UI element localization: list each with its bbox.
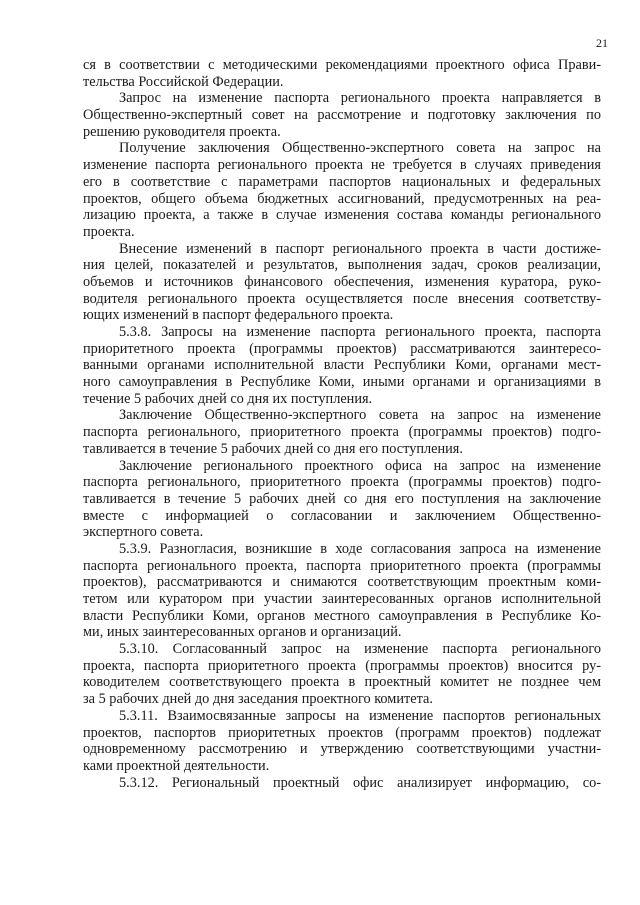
text-line: проектов, паспортов приоритетных проектов (программ проектов) подлежат [83,724,601,741]
text-line: ного самоуправления в Республике Коми, иными органами и организациями в [83,374,601,391]
text-line: Запрос на изменение паспорта регионального проекта направляется в [119,90,601,107]
text-line: приоритетного проекта (программы проектов) рассматриваются заинтересо- [83,340,601,357]
text-line: проектов), рассматриваются и снимаются соответствующим проектным коми- [83,574,601,591]
text-line: за 5 рабочих дней до дня заседания проектного комитета. [83,691,433,708]
text-line: экспертного совета. [83,524,204,541]
text-line: 5.3.10. Согласованный запрос на изменение паспорта регионального [119,641,601,658]
text-line: 5.3.9. Разногласия, возникшие в ходе согласования запроса на изменение [119,540,601,557]
paragraph [83,57,601,90]
text-line: решению руководителя проекта. [83,123,281,140]
text-line: Общественно-экспертный совет на рассмотрение и подготовку заключения по [83,107,601,124]
body-text [83,57,601,791]
text-line: проекта, паспорта приоритетного проекта (программы проектов) вносится ру- [83,657,601,674]
text-line: одновременному рассмотрению и утверждению соответствующими участни- [83,741,601,758]
text-line: вместе с информацией о согласовании и заключением Общественно- [83,507,601,524]
text-line: проекта. [83,223,135,240]
text-line: изменение паспорта регионального проекта не требуется в случаях приведения [83,157,601,174]
text-line: паспорта регионального проекта, паспорта приоритетного проекта (программы [83,557,601,574]
paragraph [83,407,601,457]
text-line: Заключение регионального проектного офиса на запрос на изменение [119,457,601,474]
paragraph [83,458,601,541]
text-line: ющих изменений в паспорт федерального проекта. [83,307,394,324]
text-line: 5.3.12. Региональный проектный офис анализирует информацию, со- [119,774,601,791]
text-line: ся в соответствии с методическими рекомендациями проектного офиса Прави- [83,57,601,73]
text-line: его в соответствие с параметрами паспортов национальных и федеральных [83,173,601,190]
text-line: тавливается в течение 5 рабочих дней со дня его поступления. [83,440,463,457]
text-line: тетом или куратором при участии заинтересованных органов исполнительной [83,591,601,607]
text-line: паспорта регионального, приоритетного проекта (программы проектов) подго- [83,424,601,441]
text-line: 5.3.8. Запросы на изменение паспорта регионального проекта, паспорта [119,324,601,340]
page-number: 21 [596,36,608,50]
paragraph [83,541,601,641]
text-line: ванными органами исполнительной власти Республики Коми, органами мест- [83,357,601,374]
text-line: ния целей, показателей и результатов, выполнения задач, сроков реализации, [83,257,601,274]
text-line: водителя регионального проекта осуществляется после внесения соответству- [83,290,601,307]
text-line: ководителем соответствующего проекта в проектный комитет не позднее чем [83,674,601,691]
paragraph [83,90,601,140]
paragraph [83,641,601,708]
text-line: власти Республики Коми, органов местного самоуправления в Республике Ко- [83,607,601,624]
text-line: Внесение изменений в паспорт регионального проекта в части достиже- [119,240,601,257]
text-line: ками проектной деятельности. [83,757,270,774]
paragraph [83,324,601,407]
text-line: тельства Российской Федерации. [83,73,284,90]
text-line: 5.3.11. Взаимосвязанные запросы на изменение паспортов региональных [119,707,601,724]
paragraph [83,140,601,240]
paragraph [83,241,601,324]
text-line: Заключение Общественно-экспертного совета на запрос на изменение [119,407,601,424]
paragraph [83,708,601,775]
text-line: тавливается в течение 5 рабочих дней со дня его поступления на заключение [83,490,601,507]
text-line: ми, иных заинтересованных органов и организаций. [83,624,402,641]
text-line: Получение заключения Общественно-экспертного совета на запрос на [119,140,601,157]
paragraph [83,775,601,792]
text-line: паспорта регионального, приоритетного проекта (программы проектов) подго- [83,474,601,491]
text-line: проектов, общего объема бюджетных ассигнований, предусмотренных на реа- [83,190,601,207]
text-line: объемов и источников финансового обеспечения, изменения куратора, руко- [83,273,601,290]
text-line: течение 5 рабочих дней со дня их поступления. [83,390,373,407]
text-line: лизацию проекта, а также в случае изменения состава команды регионального [83,207,601,224]
